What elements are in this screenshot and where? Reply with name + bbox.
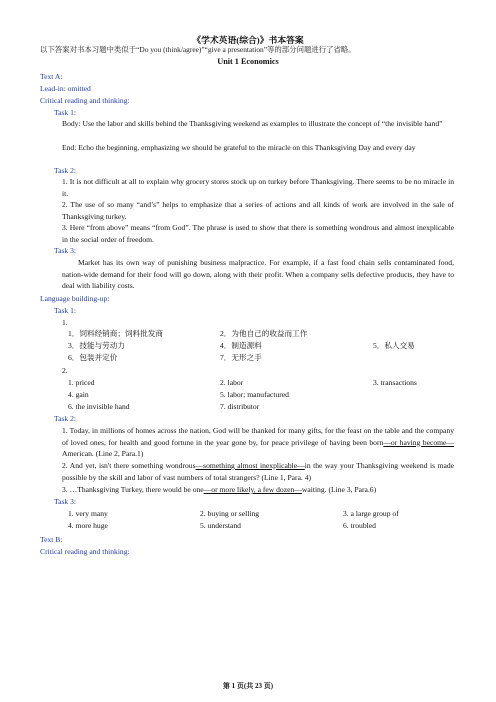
part3-cell: 3. a large group of [343,509,399,518]
part3-cell: 1. very many [68,509,108,518]
language-task1-label: Task 1: [54,306,77,315]
part2-cell: 4. gain [68,390,89,399]
part1-cell: 4．制造源料 [220,341,262,350]
part3-grid [68,509,458,533]
task3-body: Market has its own way of punishing business malpractice. For example, if a fast food chain sells contaminated food, nation-wide demand for their food will go down, along with their profit. When a company sells defective products, they have to deal with liability costs. [62,258,454,290]
lead-in-line: Lead-in: omitted [40,84,91,93]
unit-heading: Unit 1 Economics [217,57,279,66]
part2-cell: 1. priced [68,378,95,387]
task1-body: Body: Use the labor and skills behind the Thanksgiving weekend as examples to illustrate the concept of “the invisible hand” [62,119,443,128]
page-footer: 第 1 页(共 23 页) [222,682,274,690]
part1-label: 1. [62,318,68,327]
sentence-text: 1. Today, in millions of homes across the nation, God will be thanked for many gifts, for the feast on the table and the company of loved ones, for health and good fortune in the year gone by, for peace privilege of having been born [62,426,454,447]
task2-item-3: 3. Here “from above” means “from God”. The phrase is used to show that there is something wondrous and almost inexplicable in the social order of freedom. [62,223,454,244]
task3-label: Task 3: [54,246,77,255]
part1-grid [68,329,458,365]
part2-label: 2. [62,366,68,375]
underlined-phrase: —or more likely, a few dozen— [203,485,302,494]
task2-label: Task 2: [54,166,77,175]
part1-cell: 3．技能与劳动力 [68,341,125,350]
part1-cell: 7．无形之手 [220,353,262,362]
intro-note: 以下答案对书本习题中类似于“Do you (think/agree)”“give a presentation”等的部分问题进行了省略。 [40,45,356,54]
task2-item-2: 2. The use of so many “and’s” helps to emphasize that a series of actions and all kinds of work are involved in the sale of Thanksgiving turkey. [62,200,454,221]
task2-sentence-2 [62,460,454,483]
language-building-heading: Language building-up: [40,294,110,303]
part2-cell: 6. the invisible hand [68,402,130,411]
part2-cell: 3. transactions [373,378,417,387]
task2-item-1: 1. It is not difficult at all to explain why grocery stores stock up on turkey before Thanksgiving. There seems to be no miracle in it. [62,177,454,198]
underlined-phrase: —or having become— [383,437,454,447]
part2-cell: 7. distributor [220,402,260,411]
part1-cell: 2．为他自己的收益而工作 [220,329,308,338]
critical-reading-heading: Critical reading and thinking: [40,96,130,105]
part3-cell: 5. understand [200,521,241,530]
part2-grid [68,378,458,414]
sentence-text: 2. And yet, isn't there something wondrous [62,461,196,470]
sentence-text: in the way your Thanksgiving weekend is made possible by the skill and labor of vast numbers of total strangers? (Line 1, Para. 4) [62,461,454,482]
task2-sentence-3 [62,484,454,496]
text-a-heading: Text A: [40,72,63,81]
part3-cell: 2. buying or selling [200,509,260,518]
underlined-phrase: —something almost inexplicable— [195,461,305,470]
language-task3-label: Task 3: [54,497,77,506]
sentence-text: American. (Line 2, Para.1) [62,449,144,458]
part1-cell: 5．私人交易 [373,341,415,350]
document-title: 《学术英语(综合)》书本答案 [192,35,304,45]
part2-cell: 5. labor; manufactured [220,390,289,399]
sentence-text: 3. …Thanksgiving Turkey, there would be one [62,485,204,494]
language-task2-label: Task 2: [54,414,77,423]
task2-sentence-1 [62,425,454,460]
part2-cell: 2. labor [220,378,244,387]
task1-end: End: Echo the beginning, emphasizing we should be grateful to the miracle on this Thanksgiving Day and every day [62,143,416,152]
part1-cell: 1．饲料经销商；饲料批发商 [68,329,163,338]
text-b-critical-heading: Critical reading and thinking: [40,547,130,556]
sentence-text: waiting. (Line 3, Para.6) [301,485,377,494]
part3-cell: 4. more huge [68,521,108,530]
part1-cell: 6．包装并定价 [68,353,118,362]
text-b-heading: Text B: [40,535,63,544]
part3-cell: 6. troubled [343,521,376,530]
task1-label: Task 1: [54,108,77,117]
